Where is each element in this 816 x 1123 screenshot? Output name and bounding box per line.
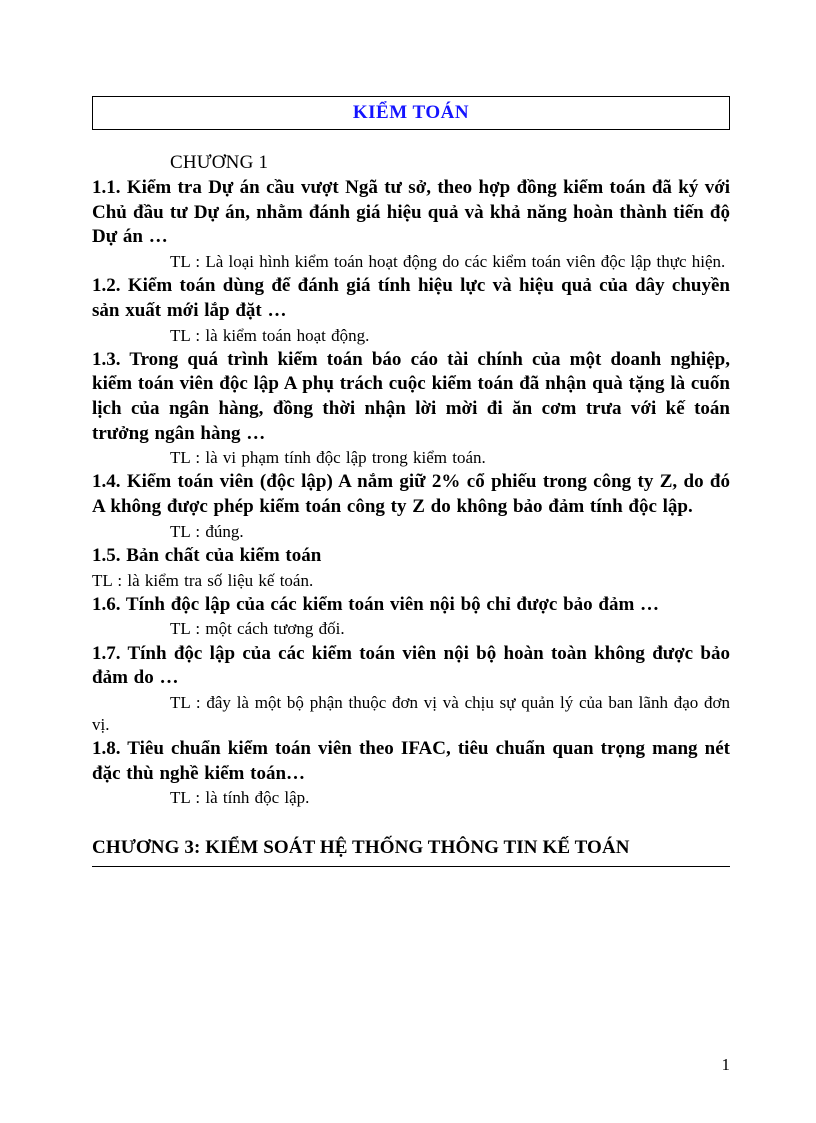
answer-text: TL : là kiểm tra số liệu kế toán. <box>92 570 314 590</box>
document-title-box <box>92 96 730 130</box>
question-text: 1.7. Tính độc lập của các kiểm toán viên nội bộ hoàn toàn không được bảo đảm do … <box>92 642 730 689</box>
answer-text: TL : là kiểm toán hoạt động. <box>170 325 370 345</box>
question-text: 1.4. Kiểm toán viên (độc lập) A nắm giữ 2% cổ phiếu trong công ty Z, do đó A không được phép kiểm toán công ty Z do không bảo đảm tính độc lập. <box>92 471 730 518</box>
section-divider <box>92 866 730 867</box>
question-text: 1.2. Kiểm toán dùng để đánh giá tính hiệu lực và hiệu quả của dây chuyền sản xuất mới lắp đặt … <box>92 275 730 321</box>
page-number: 1 <box>721 1055 730 1074</box>
question-text: 1.5. Bản chất của kiểm toán <box>92 544 322 566</box>
question-text: 1.8. Tiêu chuẩn kiểm toán viên theo IFAC, tiêu chuẩn quan trọng mang nét đặc thù nghề kiểm toán… <box>92 738 730 784</box>
question-text: 1.6. Tính độc lập của các kiểm toán viên nội bộ chỉ được bảo đảm … <box>92 593 660 615</box>
page-title: KIỂM TOÁN <box>352 102 470 123</box>
chapter-heading: CHƯƠNG 1 <box>170 152 269 173</box>
answer-text: TL : là vi phạm tính độc lập trong kiểm toán. <box>170 448 486 468</box>
answer-text: TL : là tính độc lập. <box>170 788 310 808</box>
answer-text: TL : đúng. <box>170 521 244 541</box>
answer-text: TL : một cách tương đối. <box>170 619 345 639</box>
section-heading: CHƯƠNG 3: KIỂM SOÁT HỆ THỐNG THÔNG TIN KẾ TOÁN <box>92 836 630 858</box>
answer-text: TL : Là loại hình kiểm toán hoạt động do các kiểm toán viên độc lập thực hiện. <box>170 252 726 272</box>
question-text: 1.1. Kiểm tra Dự án cầu vượt Ngã tư sở, theo hợp đồng kiểm toán đã ký với Chủ đầu tư Dự án, nhằm đánh giá hiệu quả và khả năng hoàn thành tiến độ Dự án … <box>92 177 730 248</box>
answer-text: TL : đây là một bộ phận thuộc đơn vị và chịu sự quản lý của ban lãnh đạo đơn vị. <box>92 692 730 734</box>
question-text: 1.3. Trong quá trình kiểm toán báo cáo tài chính của một doanh nghiệp, kiểm toán viên độc lập A phụ trách cuộc kiểm toán đã nhận quà tặng là cuốn lịch của ngân hàng, đồng thời nhận lời mời đi ăn cơm trưa với kế toán trưởng ngân hàng … <box>92 348 730 444</box>
